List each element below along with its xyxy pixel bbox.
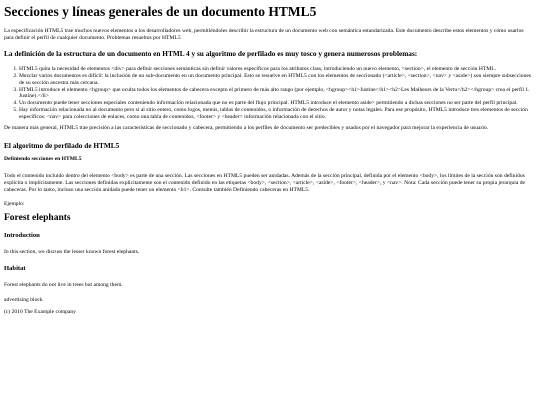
problems-heading: La definición de la estructura de un documento en HTML 4 y su algoritmo de perfilado es muy tosco y genera numerosos problemas: (4, 48, 418, 58)
list-item: 2. Mezclar varios documentos es difícil: la inclusión de un sub-documento en un documento principal. Esto se resuelve en HTML5 con los elementos de seccionado (<article>, <section>, <nav> y <aside>) son siempre subsecciones de su sección ancestra más cercana. (19, 73, 534, 87)
example-habitat-heading: Habitat (4, 264, 26, 272)
advertising-block: advertising block (4, 297, 43, 304)
example-intro-heading: Introduction (4, 231, 40, 239)
summary-paragraph: De manera más general, HTML5 trae precisión a las características de seccionado y cabecera, permitiendo a los perfiles de documento ser predecibles y usados por el navegador para mejorar la experiencia de usuario. (4, 125, 489, 132)
algorithm-heading: El algoritmo de perfilado de HTML5 (4, 140, 120, 150)
list-item: 5. Hay información relacionada no al documento pero sí al sitio entero, como logos, menús, tablas de contenidos, o información de derechos de autor y notas legales. Para ese propósito, HTML5 introduce tres elementos de sección específicos: <nav> para colecciones de enlaces, como una tabla de contenidos, <footer> y <header> información relacionada con el sitio. (19, 107, 534, 121)
defining-sections-heading: Definiendo secciones en HTML5 (4, 155, 82, 162)
document-page (4, 4, 534, 316)
example-heading: Forest elephants (4, 212, 71, 223)
list-item: 1. HTML5 quita la necesidad de elementos <div> para definir secciones semánticas sin definir valores específicos para los atributos class, introduciendo un nuevo elemento, <section>, el elemento de sección HTML. (19, 66, 534, 73)
example-intro-text: In this section, we discuss the lesser known forest elephants. (4, 248, 140, 255)
problems-list (4, 66, 534, 121)
list-item: 4. Un documento puede tener secciones especiales conteniendo información relacionada que no es parte del flujo principal. HTML5 introduce el elemento aside> permitiendo a dichas secciones no ser parte del perfil principal. (19, 100, 534, 107)
example-block (4, 213, 534, 317)
page-title: Secciones y líneas generales de un documento HTML5 (4, 4, 317, 19)
algorithm-paragraph: Todo el contenido incluido dentro del elemento <body> es parte de una sección. Las secciones en HTML5 pueden ser anidadas. Además de la sección principal, definida por el elemento <body>, los límites de la sección son definidos explícita o implícitamente. Las secciones definidas explícitamente son el contenido definido en las etiquetas <body>, <section>, <article>, <aside>, <footer>, <header>, y <nav>. Nota: Cada sección puede tener su propia jerarquía de cabeceras. Por lo tanto, incluso una sección anidada puede tener un elemento <h1>. Consulte también Definiendo cabeceras en HTML5. (4, 172, 526, 193)
footer-text: (c) 2010 The Example company (4, 309, 76, 316)
intro-paragraph: La especificación HTML5 trae muchos nuevos elementos a los desarrolladores web, permitiéndoles describir la estructura de un documento web con semántica estandarizada. Este documento describe estos elementos y cómo usarlos para definir el perfil de cualquier documento. Problemas resueltos por HTML5 (4, 28, 524, 41)
list-item: 3. HTML5 introduce el elemento <hgroup> que oculta todos los elementos de cabecera excepto el primero de más alto rango (por ejemplo, <hgroup><h1>Justine</h1><h2>Les Malheurs de la Vertu</h2></hgroup> crea el perfil 1. Justine).</li> (19, 87, 534, 101)
example-habitat-text: Forest elephants do not live in trees but among them. (4, 281, 123, 288)
example-label: Ejemplo: (4, 200, 25, 207)
